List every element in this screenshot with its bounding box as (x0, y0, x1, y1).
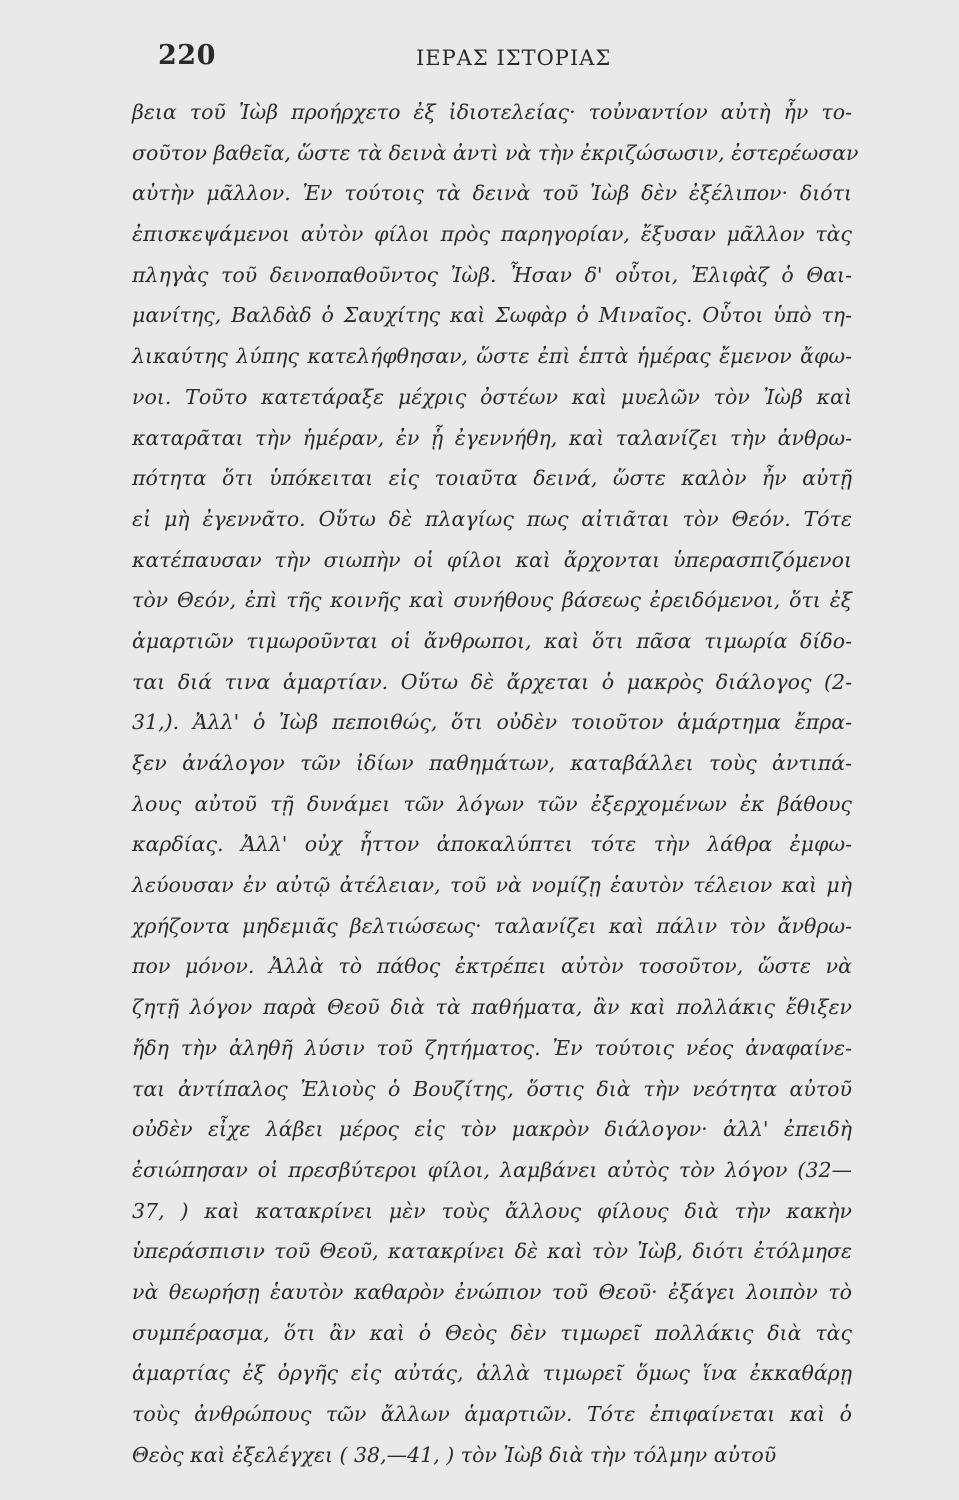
text-line: Θεὸς καὶ ἐξελέγχει ( 38,—41, ) τὸν Ἰὼβ διὰ τὴν τόλμην αὐτοῦ (132, 1442, 777, 1467)
text-line: ζητῇ λόγον παρὰ Θεοῦ διὰ τὰ παθήματα, ἂν καὶ πολλάκις ἔθιξεν (132, 995, 852, 1020)
text-line: ὑπεράσπισιν τοῦ Θεοῦ, κατακρίνει δὲ καὶ τὸν Ἰὼβ, διότι ἐτόλμησε (132, 1239, 852, 1264)
text-line: συμπέρασμα, ὅτι ἂν καὶ ὁ Θεὸς δὲν τιμωρεῖ πολλάκις διὰ τὰς (132, 1320, 852, 1345)
text-line: ται ἀντίπαλος Ἐλιοὺς ὁ Βουζίτης, ὅστις διὰ τὴν νεότητα αὐτοῦ (132, 1076, 852, 1101)
text-line: ἁμαρτιῶν τιμωροῦνται οἱ ἄνθρωποι, καὶ ὅτι πᾶσα τιμωρία δίδο- (132, 628, 852, 653)
text-line: καρδίας. Ἀλλ' οὐχ ἧττον ἀποκαλύπτει τότε τὴν λάθρα ἐμφω- (132, 832, 852, 857)
page-number: 220 (158, 40, 216, 71)
body-text (132, 92, 859, 1475)
text-line: τοὺς ἀνθρώπους τῶν ἄλλων ἁμαρτιῶν. Τότε ἐπιφαίνεται καὶ ὁ (132, 1402, 852, 1426)
text-line: νὰ θεωρήσῃ ἑαυτὸν καθαρὸν ἐνώπιον τοῦ Θεοῦ· ἐξάγει λοιπὸν τὸ (132, 1279, 852, 1304)
text-line: βεια τοῦ Ἰὼβ προήρχετο ἐξ ἰδιοτελείας· τοὐναντίον αὐτὴ ἦν το- (132, 100, 852, 124)
text-line: εἰ μὴ ἐγεννᾶτο. Οὕτω δὲ πλαγίως πως αἰτιᾶται τὸν Θεόν. Τότε (132, 506, 852, 531)
text-line: μανίτης, Βαλδὰδ ὁ Σαυχίτης καὶ Σωφὰρ ὁ Μιναῖος. Οὗτοι ὑπὸ τη- (132, 303, 852, 328)
text-line: λικαύτης λύπης κατελήφθησαν, ὥστε ἐπὶ ἑπτὰ ἡμέρας ἔμενον ἄφω- (132, 344, 852, 369)
text-line: πότητα ὅτι ὑπόκειται εἰς τοιαῦτα δεινά, ὥστε καλὸν ἦν αὐτῇ (132, 466, 852, 491)
text-line: ἐσιώπησαν οἱ πρεσβύτεροι φίλοι, λαμβάνει αὐτὸς τὸν λόγον (32— (132, 1157, 852, 1182)
text-line: ται διά τινα ἁμαρτίαν. Οὕτω δὲ ἄρχεται ὁ μακρὸς διάλογος (2- (132, 669, 852, 694)
text-line: 37, ) καὶ κατακρίνει μὲν τοὺς ἄλλους φίλους διὰ τὴν κακὴν (132, 1198, 852, 1223)
text-line: 31,). Ἀλλ' ὁ Ἰὼβ πεποιθώς, ὅτι οὐδὲν τοιοῦτον ἁμάρτημα ἔπρα- (132, 710, 852, 735)
text-line: αὐτὴν μᾶλλον. Ἐν τούτοις τὰ δεινὰ τοῦ Ἰὼβ δὲν ἐξέλιπον· διότι (132, 181, 852, 206)
text-line: χρήζοντα μηδεμιᾶς βελτιώσεως· ταλανίζει καὶ πάλιν τὸν ἄνθρω- (132, 913, 852, 938)
text-line: ἁμαρτίας ἐξ ὀργῆς εἰς αὐτάς, ἀλλὰ τιμωρεῖ ὅμως ἵνα ἐκκαθάρῃ (132, 1361, 852, 1386)
running-title: ΙΕΡΑΣ ΙΣΤΟΡΙΑΣ (416, 46, 612, 70)
text-line: οὐδὲν εἶχε λάβει μέρος εἰς τὸν μακρὸν διάλογον· ἀλλ' ἐπειδὴ (132, 1117, 852, 1142)
text-line: κατέπαυσαν τὴν σιωπὴν οἱ φίλοι καὶ ἄρχονται ὑπερασπιζόμενοι (132, 547, 852, 572)
text-line: νοι. Τοῦτο κατετάραξε μέχρις ὀστέων καὶ μυελῶν τὸν Ἰὼβ καὶ (132, 384, 852, 409)
text-line: ἐπισκεψάμενοι αὐτὸν φίλοι πρὸς παρηγορίαν, ἔξυσαν μᾶλλον τὰς (132, 222, 852, 247)
text-line: πον μόνον. Ἀλλὰ τὸ πάθος ἐκτρέπει αὐτὸν τοσοῦτον, ὥστε νὰ (132, 954, 852, 979)
text-line: ἤδη τὴν ἀληθῆ λύσιν τοῦ ζητήματος. Ἐν τούτοις νέος ἀναφαίνε- (132, 1035, 852, 1060)
text-line: σοῦτον βαθεῖα, ὥστε τὰ δεινὰ ἀντὶ νὰ τὴν ἐκριζώσωσιν, ἐστερέωσαν (132, 140, 859, 165)
text-line: ξεν ἀνάλογον τῶν ἰδίων παθημάτων, καταβάλλει τοὺς ἀντιπά- (132, 751, 852, 775)
text-line: λεύουσαν ἐν αὐτῷ ἀτέλειαν, τοῦ νὰ νομίζῃ ἑαυτὸν τέλειον καὶ μὴ (132, 873, 852, 898)
text-line: καταρᾶται τὴν ἡμέραν, ἐν ᾗ ἐγεννήθη, καὶ ταλανίζει τὴν ἀνθρω- (132, 425, 852, 450)
text-line: πληγὰς τοῦ δεινοπαθοῦντος Ἰὼβ. Ἦσαν δ' οὗτοι, Ἐλιφὰζ ὁ Θαι- (132, 262, 852, 287)
page-header (158, 40, 858, 80)
text-line: λους αὐτοῦ τῇ δυνάμει τῶν λόγων τῶν ἐξερχομένων ἐκ βάθους (132, 791, 852, 816)
text-line: τὸν Θεόν, ἐπὶ τῆς κοινῆς καὶ συνήθους βάσεως ἐρειδόμενοι, ὅτι ἐξ (132, 588, 852, 613)
